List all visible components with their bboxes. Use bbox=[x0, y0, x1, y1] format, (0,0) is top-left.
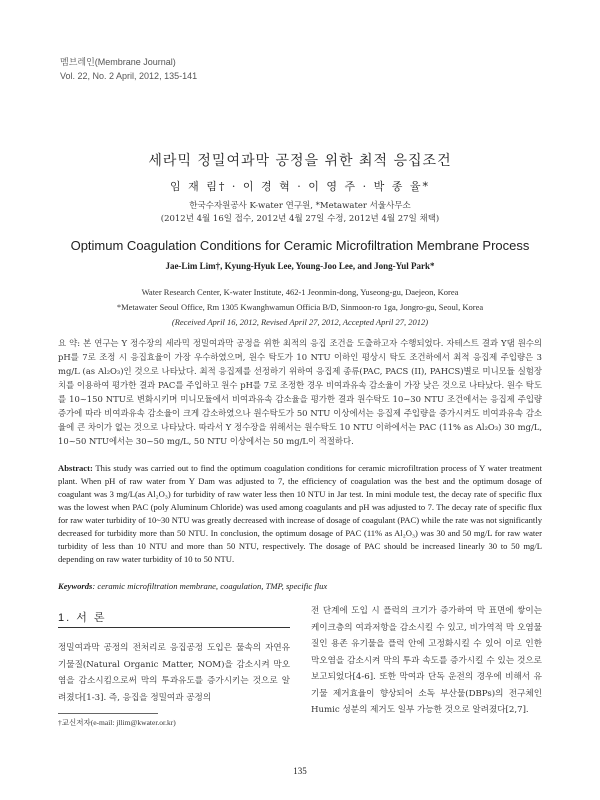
affiliation-english-line2: *Metawater Seoul Office, Rm 1305 Kwanghwamun Officia B/D, Sinmoon-ro 1ga, Jongro-gu, Seoul, Korea bbox=[116, 302, 484, 312]
abstract-label: Abstract: bbox=[58, 463, 93, 473]
affiliation-english-line1: Water Research Center, K-water Institute, 462-1 Jeonmin-dong, Yuseong-gu, Daejeon, Korea bbox=[141, 287, 459, 297]
affiliation-english bbox=[0, 285, 600, 330]
abstract-english bbox=[58, 462, 542, 566]
title-korean: 세라믹 정밀여과막 공정을 위한 최적 응집조건 bbox=[148, 153, 452, 169]
page-number: 135 bbox=[293, 766, 307, 776]
abstract-text: This study was carried out to find the optimum coagulation conditions for ceramic microfiltration process of Y water treatment plant. When pH of raw water from Y Dam was adjusted to 7, the efficiency of coagulation was the best and the optimum dosage of coagulant was 3 mg/L(as Al₂O₃) for turbidity of raw water less then 10 NTU in Jar test. In mini module test, the decay rate of specific flux was the lowest when PAC (poly Aluminum Chloride) was used among coagulants and pH was adjusted to 7. The decay rate of specific flux for raw water turbidity of 10~30 NTU was greatly decreased with increase of dosage of coagulant (PAC) while the rate was not significantly decreased for turbidity more than 50 NTU. In conclusion, the optimum dosage of PAC (11% as Al₂O₃) was 30 and 50 mg/L for raw water turbidity of less than 10 NTU and more than 50 NTU, respectively. The dosage of PAC should be increased linearly 30 to 50 mg/L depending on raw water turbidity of 10 to 50 NTU. bbox=[58, 463, 542, 564]
footnote: †교신저자(e-mail: jllim@kwater.or.kr) bbox=[58, 718, 176, 727]
keywords-text: : ceramic microfiltration membrane, coagulation, TMP, specific flux bbox=[92, 581, 328, 591]
keywords bbox=[58, 581, 542, 591]
affiliation-korean bbox=[0, 200, 600, 226]
authors-korean: 임 재 림† · 이 경 혁 · 이 영 주 · 박 종 율* bbox=[170, 180, 430, 193]
dates-english: (Received April 16, 2012, Revised April 27, 2012, Accepted April 27, 2012) bbox=[171, 317, 429, 327]
body-left-column: 정밀여과막 공정의 전처리로 응집공정 도입은 물속의 자연유기물질(Natural Organic Matter, NOM)을 감소시켜 막오염을 감소시킴으로써 막의 투과유도를 증가시키는 것으로 알려졌다[1-3]. 즉, 응집을 정밀여과 공정의 bbox=[58, 643, 290, 703]
journal-header bbox=[60, 55, 197, 83]
abstract-korean: 요 약: 본 연구는 Y 정수장의 세라믹 정밀여과막 공정을 위한 최적의 응집 조건을 도출하고자 수행되었다. 자테스트 결과 Y댐 원수의 pH를 7로 조정 시 응집효율이 가장 우수하였으며, 원수 탁도가 10 NTU 이하인 평상시 탁도 조건하에서 최적 응집제 주입량은 3 mg/L (as Al₂O₃)인 것으로 나타났다. 최적 응집제를 선정하기 위하여 응집제 종류(PAC, PACS (II), PAHCS)별로 미니모듈 실험장치를 이용하여 평가한 결과 PAC를 주입하고 원수 pH를 7로 조정한 경우 비여과유속 감소율이 가장 낮은 것으로 나타났다. 원수 탁도를 10~150 NTU로 변화시키며 미니모듈에서 비여과유속 감소율을 평가한 결과 원수탁도 10~30 NTU 조건에서는 응집제 주입량 증가에 따라 비여과유속 감소율이 크게 감소하였으나 원수탁도가 50 NTU 이상에서는 응집제 주입량을 증가시켜도 비여과유속 감소율에 큰 차이가 없는 것으로 나타났다. 따라서 Y 정수장을 위해서는 원수탁도 10 NTU 이하에서는 PAC (11% as Al₂O₃) 30 mg/L, 10~50 NTU에서는 30~50 mg/L, 50 NTU 이상에서는 50 mg/L이 적절하다. bbox=[58, 338, 542, 446]
body-right-column: 전 단계에 도입 시 플럭의 크기가 증가하여 막 표면에 쌓이는 케이크층의 여과저항을 감소시킬 수 있고, 비가역적 막 오염물질인 용존 유기물을 플럭 안에 고정화시킬 수 있어 이로 인한 막오염을 감소시켜 막의 투과 속도를 증가시킬 수 있는 것으로 보고되었다[4-6]. 또한 막여과 단독 운전의 경우에 비해서 유기물 제거효율이 향상되어 소독 부산물(DBPs)의 전구체인 Humic 성분의 제거도 일부 가능한 것으로 알려졌다[2,7]. bbox=[311, 606, 542, 715]
section-rule bbox=[58, 627, 290, 628]
journal-name: 멤브레인(Membrane Journal) bbox=[60, 57, 176, 67]
authors-english: Jae-Lim Lim†, Kyung-Hyuk Lee, Young-Joo Lee, and Jong-Yul Park* bbox=[165, 261, 435, 271]
footnote-rule bbox=[58, 713, 158, 714]
keywords-label: Keywords bbox=[58, 581, 93, 591]
section-heading: 1. 서 론 bbox=[58, 612, 107, 624]
affiliation-korean-line: 한국수자원공사 K-water 연구원, *Metawater 서울사무소 bbox=[189, 201, 411, 211]
journal-issue: Vol. 22, No. 2 April, 2012, 135-141 bbox=[60, 71, 198, 81]
dates-korean: (2012년 4월 16일 접수, 2012년 4월 27일 수정, 2012년 4월 27일 채택) bbox=[160, 214, 440, 224]
title-english: Optimum Coagulation Conditions for Ceramic Microfiltration Membrane Process bbox=[70, 238, 530, 253]
